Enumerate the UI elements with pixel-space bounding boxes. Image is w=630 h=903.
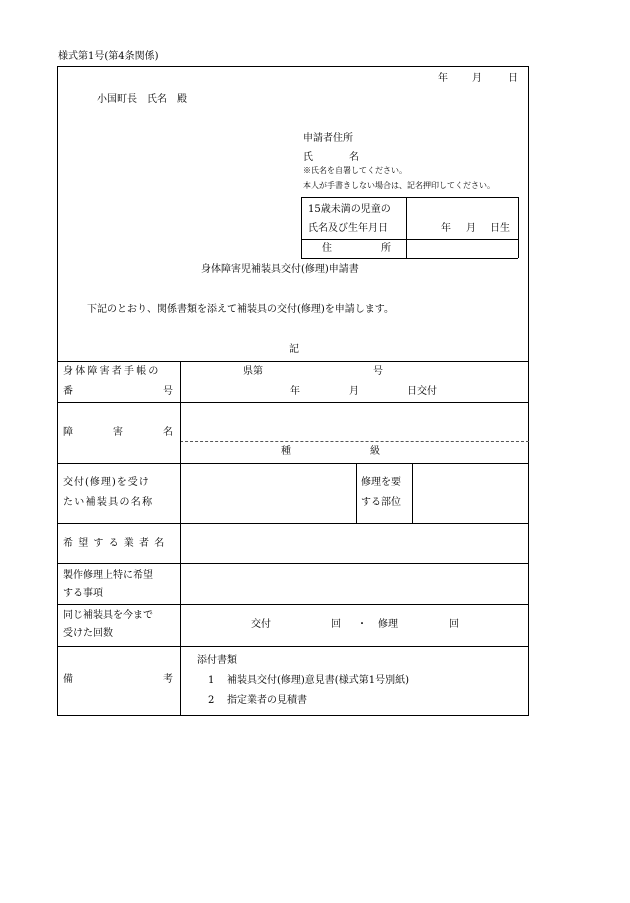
disability-label-c: 名 [163, 427, 173, 438]
count-repair-times: 回 [449, 619, 459, 630]
remarks-label-b: 考 [163, 674, 173, 685]
count-label-line1: 同じ補装具を今まで [63, 610, 153, 621]
child-birth-year: 年 [441, 223, 451, 234]
child-label-line1: 15歳未満の児童の [308, 204, 391, 215]
signature-note-1: ※氏名を自署してください。 [303, 166, 407, 175]
attachment-2-number: 2 [208, 695, 215, 706]
child-birth-day: 日生 [490, 223, 510, 234]
vendor-label: 希望する業者名 [63, 538, 170, 549]
handbook-label-ban: 番 [63, 386, 73, 397]
date-month: 月 [472, 73, 482, 84]
signature-note-2: 本人が手書きしない場合は、記名押印してください。 [303, 181, 495, 190]
handbook-day-issued: 日交付 [407, 386, 437, 397]
attachment-1: 補装具交付(修理)意見書(様式第1号別紙) [227, 675, 409, 686]
count-separator: ・ [357, 619, 367, 630]
child-address-label-2: 所 [381, 243, 391, 254]
handbook-month: 月 [349, 386, 359, 397]
applicant-name-label-1: 氏 [303, 152, 313, 163]
attachment-2: 指定業者の見積書 [227, 695, 307, 706]
child-label-line2: 氏名及び生年月日 [308, 223, 388, 234]
form-number: 様式第1号(第4条関係) [58, 51, 159, 62]
disability-label-a: 障 [63, 427, 73, 438]
handbook-year: 年 [290, 386, 300, 397]
special-label-line1: 製作修理上特に希望 [63, 570, 153, 581]
count-repair-label: 修理 [378, 619, 398, 630]
statement: 下記のとおり、関係書類を添えて補装具の交付(修理)を申請します。 [87, 304, 395, 315]
count-label-line2: 受けた回数 [63, 628, 113, 639]
child-birth-month: 月 [466, 223, 476, 234]
disability-type-label: 種 [281, 446, 291, 457]
applicant-address-label: 申請者住所 [303, 133, 353, 144]
handbook-label-go: 号 [163, 386, 173, 397]
disability-grade-label: 級 [370, 446, 380, 457]
count-issue-label: 交付 [251, 619, 271, 630]
addressee: 小国町長 氏名 殿 [97, 94, 187, 105]
date-day: 日 [508, 73, 518, 84]
ki-mark: 記 [289, 344, 299, 355]
attachment-1-number: 1 [208, 675, 215, 686]
repair-part-line1: 修理を要 [361, 477, 401, 488]
attachments-title: 添付書類 [197, 655, 237, 666]
remarks-label-a: 備 [63, 674, 73, 685]
disability-label-b: 害 [113, 427, 123, 438]
special-label-line2: する事項 [63, 588, 103, 599]
applicant-name-label-2: 名 [349, 152, 359, 163]
count-issue-times: 回 [331, 619, 341, 630]
form-title: 身体障害児補装具交付(修理)申請書 [201, 264, 359, 275]
device-label-line1: 交付(修理)を受け [63, 477, 150, 488]
handbook-pref: 県第 [243, 366, 263, 377]
repair-part-line2: する部位 [361, 497, 401, 508]
device-label-line2: たい補装具の名称 [63, 497, 154, 508]
child-address-label-1: 住 [322, 243, 332, 254]
handbook-label-line1: 身体障害者手帳の [63, 366, 161, 377]
handbook-number-suffix: 号 [373, 366, 383, 377]
date-year: 年 [438, 73, 448, 84]
